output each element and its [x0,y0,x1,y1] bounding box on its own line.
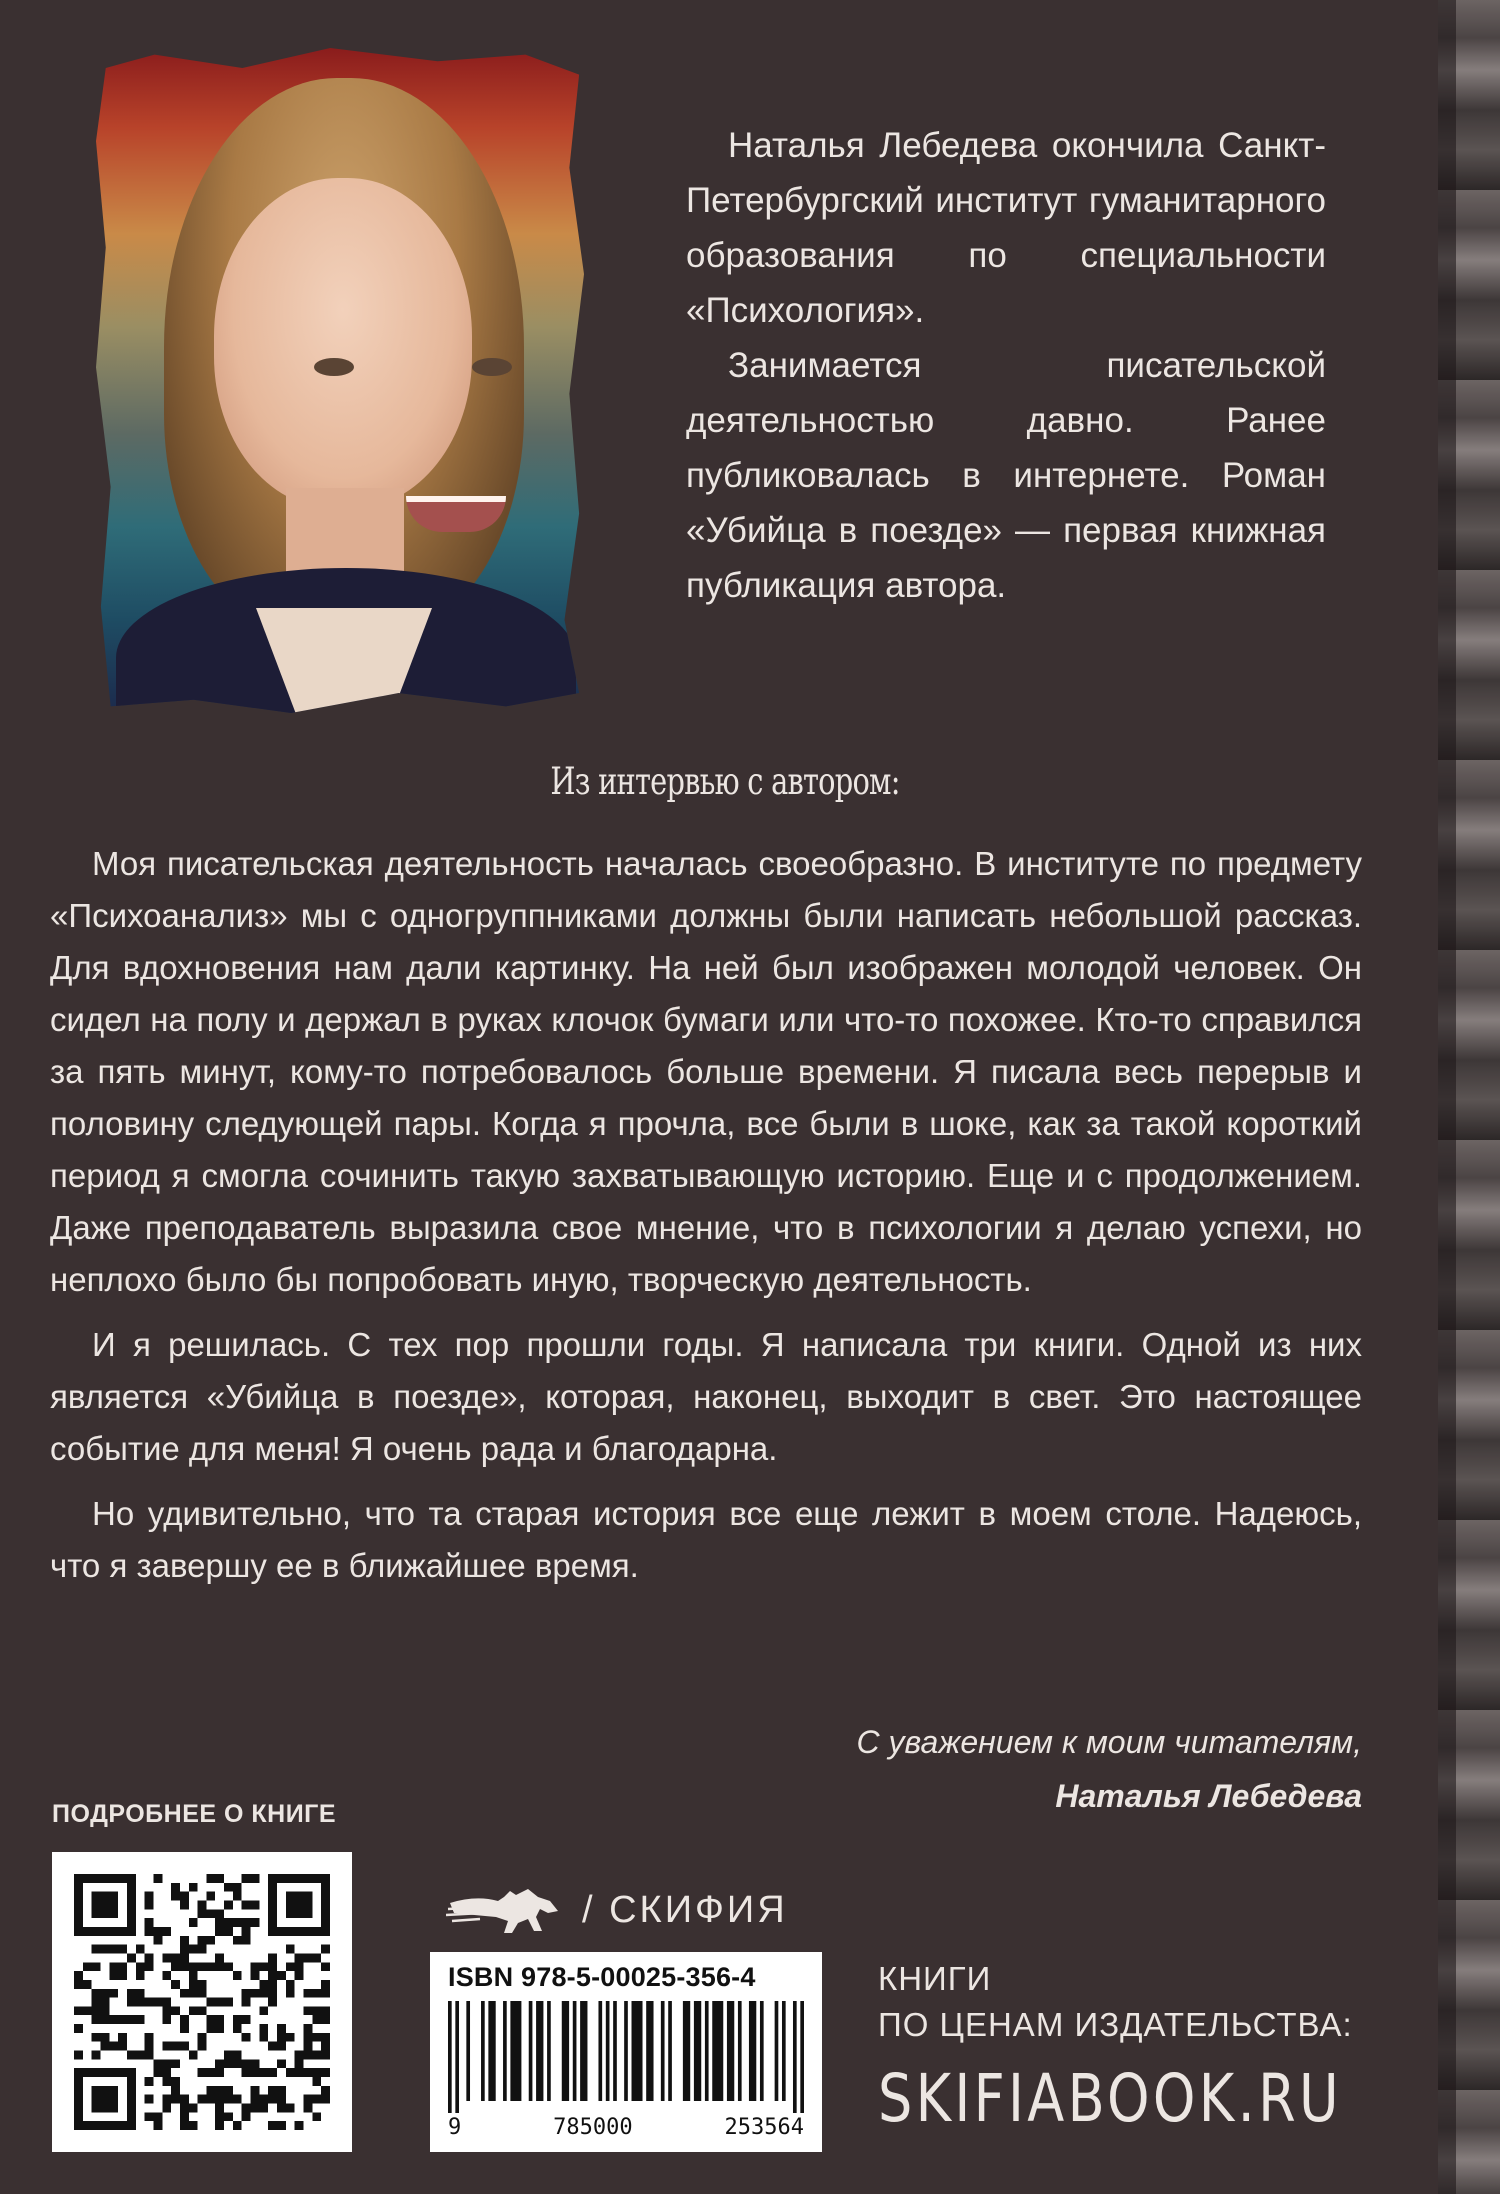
promo-block [878,1956,1398,2137]
author-photo [96,48,584,713]
interview-paragraph: И я решилась. С тех пор прошли годы. Я написала три книги. Одной из них является «Убийца в поезде», которая, наконец, выходит в свет. Это настоящее событие для меня! Я очень рада и благодарна. [50,1326,1362,1467]
interview-text [50,838,1362,1605]
bio-paragraph: Наталья Лебедева окончила Санкт-Петербургский институт гуманитарного образования по специальности «Психология». [686,126,1326,330]
interview-paragraph: Но удивительно, что та старая история все еще лежит в моем столе. Надеюсь, что я завершу ее в ближайшее время. [50,1495,1362,1584]
barcode-digits [448,2115,804,2140]
website-link[interactable]: SKIFIABOOK.RU [878,2060,1342,2137]
interview-heading: Из интервью с автором: [550,760,900,803]
bio-paragraph: Занимается писательской деятельностью давно. Ранее публиковалась в интернете. Роман «Убийца в поезде» — первая книжная публикация автора. [686,346,1326,605]
publisher-block [446,1880,788,1940]
qr-caption: ПОДРОБНЕЕ О КНИГЕ [52,1800,337,1828]
horse-logo-icon [446,1883,566,1937]
qr-code-icon [74,1874,330,2130]
promo-line: КНИГИ [878,1960,992,1997]
spine-edge [1438,0,1500,2194]
publisher-name: / СКИФИЯ [582,1888,788,1931]
closing-line: С уважением к моим читателям, [856,1724,1362,1760]
barcode-digit-group: 253564 [724,2115,804,2140]
isbn-number: ISBN 978-5-00025-356-4 [448,1962,756,1992]
interview-paragraph: Моя писательская деятельность началась своеобразно. В институте по предмету «Психоанализ» мы с одногруппниками должны были написать небольшой рассказ. Для вдохновения нам дали картинку. На ней был изображен молодой человек. Он сидел на полу и держал в руках клочок бумаги или что-то похожее. Кто-то справился за пять минут, кому-то потребовалось больше времени. Я писала весь перерыв и половину следующей пары. Когда я прочла, все были в шоке, как за такой короткий период я смогла сочинить такую захватывающую историю. Еще и с продолжением. Даже преподаватель выразила свое мнение, что в психологии я делаю успехи, но неплохо было бы попробовать иную, творческую деятельность. [50,845,1362,1298]
barcode-digit-first: 9 [448,2115,462,2140]
barcode [430,1952,822,2152]
barcode-bars [448,2001,804,2113]
author-name: Наталья Лебедева [1055,1778,1362,1814]
author-bio [686,118,1326,613]
barcode-digit-group: 785000 [553,2115,633,2140]
promo-line: ПО ЦЕНАМ ИЗДАТЕЛЬСТВА: [878,2006,1353,2043]
qr-code[interactable] [52,1852,352,2152]
signature-block [857,1715,1362,1823]
